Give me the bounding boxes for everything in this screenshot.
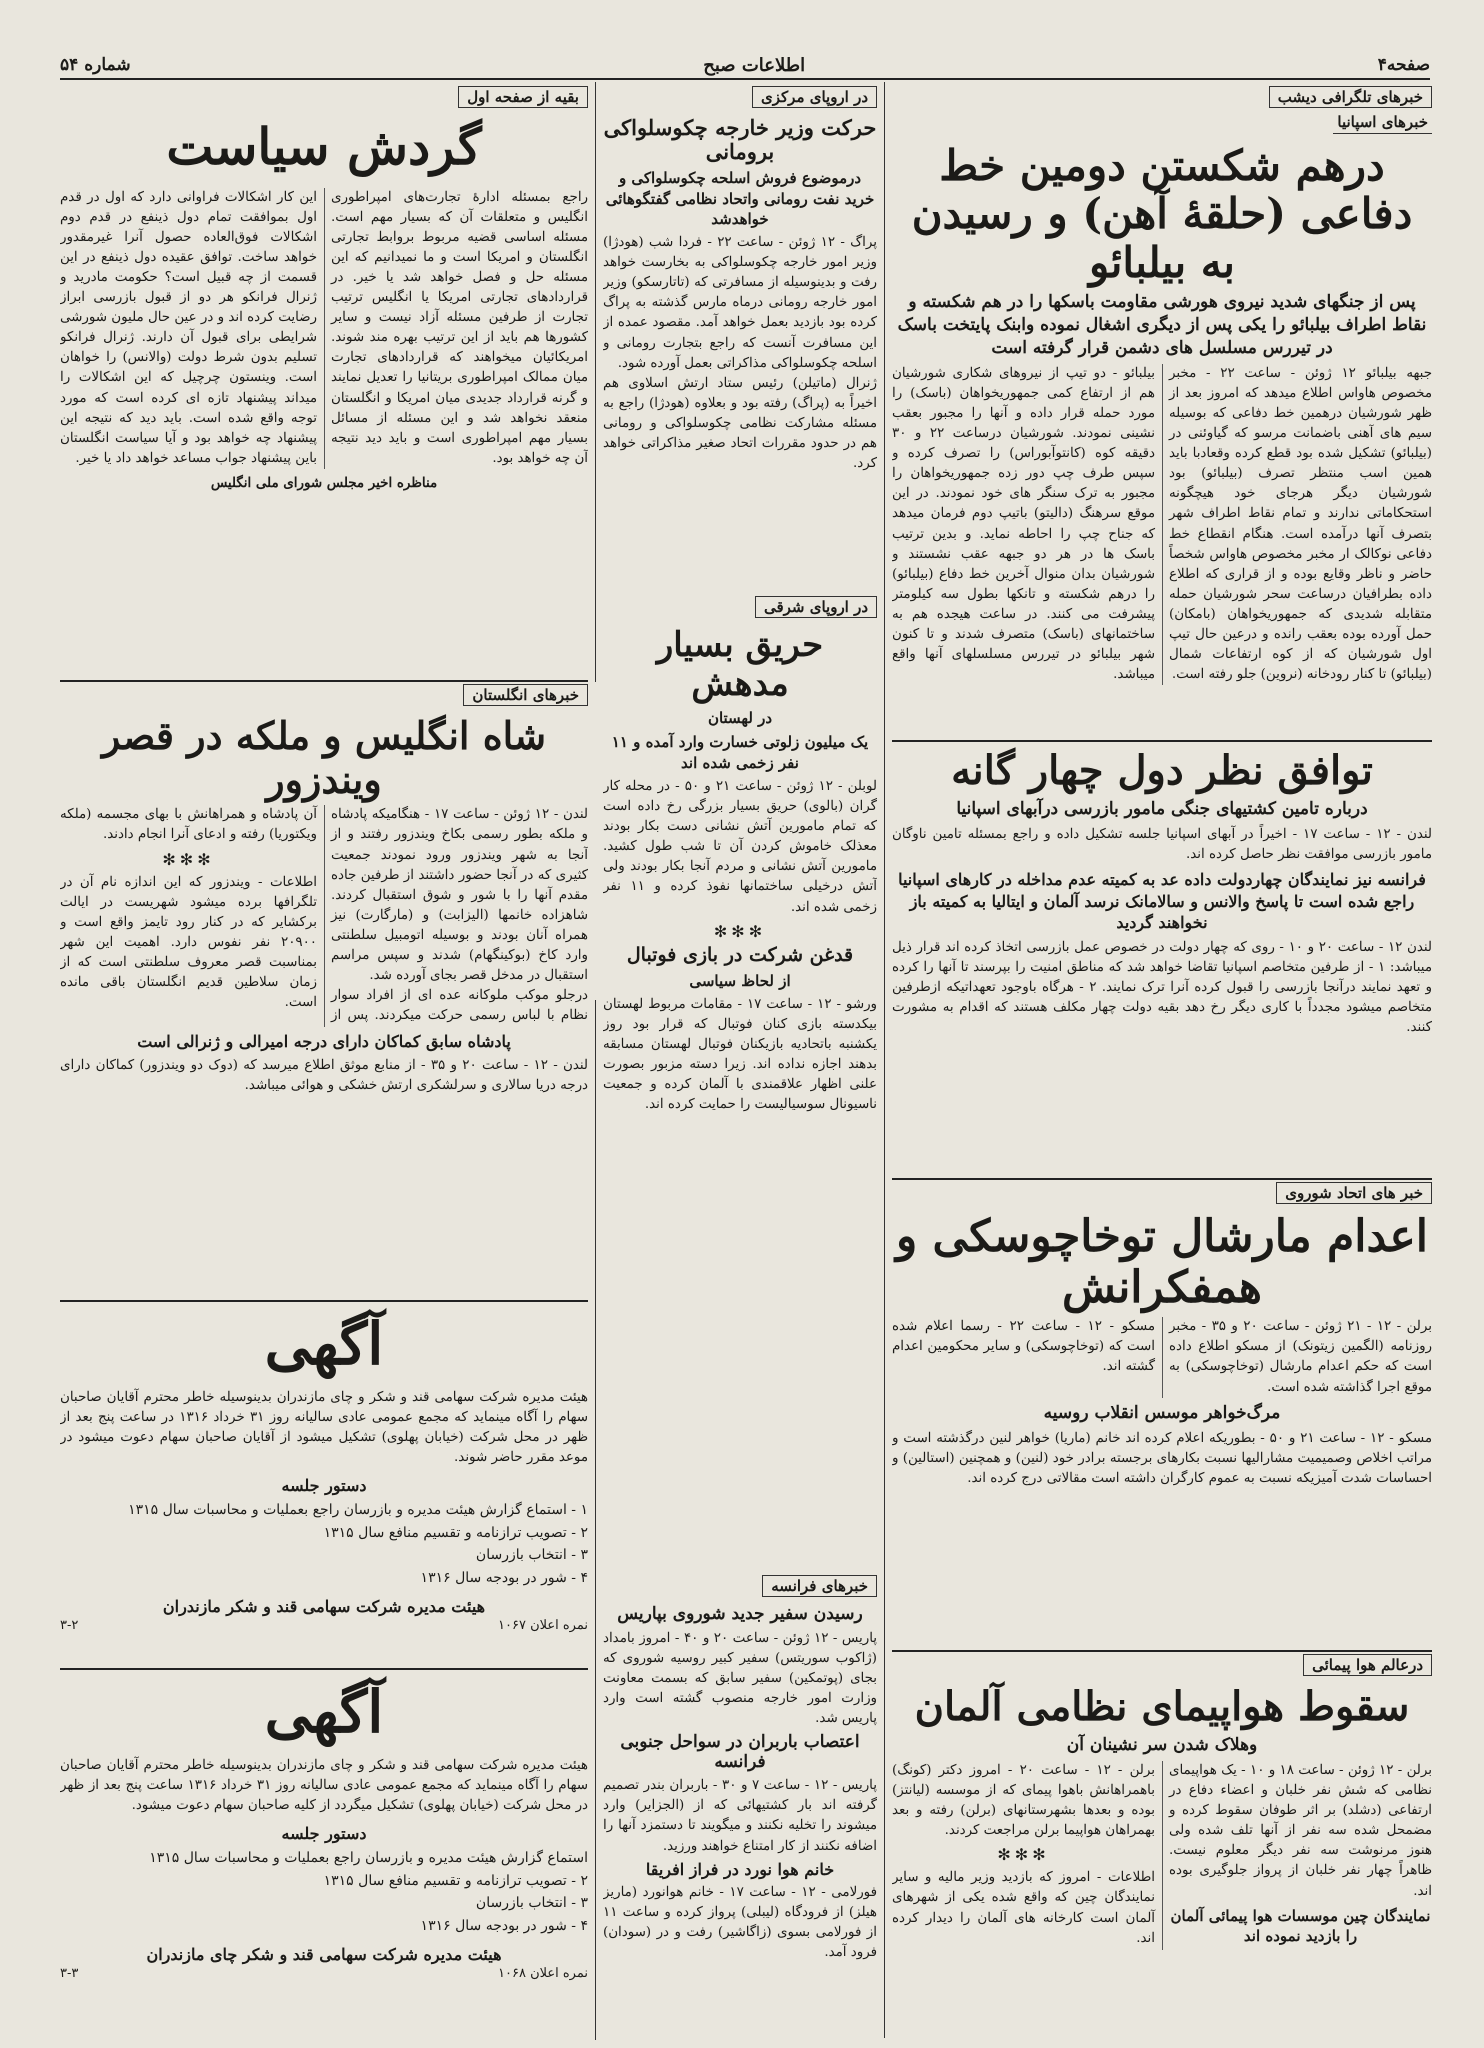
subhead: از لحاظ سیاسی (689, 971, 791, 990)
masthead (60, 52, 1430, 80)
headline: توافق نظر دول چهار گانه (951, 747, 1373, 794)
body-text: لوبلن - ۱۲ ژوئن - ساعت ۲۱ و ۵۰ - در محله کار گران (بالوی) حریق بسیار بزرگی رخ داده است که تمام مامورین آتش نشانی دست بکار بودند معذلک خاموش کردن آن تا شب طول کشید. مامورین آتش نشانی و مردم آنجا بکار بودند ولی آتش درخیلی ساختمانها نفوذ کرده و ۱۱ نفر زخمی شده اند. (603, 778, 877, 915)
section-label: خبر های اتحاد شوروی (1276, 1182, 1432, 1204)
subhead: فرانسه نیز نمایندگان چهاردولت داده عد به کمیته عدم مداخله در کارهای اسپانیا راجع شده است تا پاسخ والانس و سالامانک نرسد آلمان و ایتالیا به کمیته باز نخواهند گردید (898, 870, 1426, 933)
agenda-item: ۱ - استماع گزارش هیئت مدیره و بازرسان راجع بعملیات و محاسبات سال ۱۳۱۵ (128, 1502, 588, 1519)
section-label: خبرهای اسپانیا (1333, 113, 1432, 134)
body-text: ورشو - ۱۲ - ساعت ۱۷ - مقامات مربوط لهستان بیکدسته بازی کنان فوتبال که قرار بود روز یکشنبه باتحادیه بازیکنان فوتبال لهستان مسابقه بدهند اجازه نداده اند. زیرا دسته مزبور بصورت علنی اظهار علاقمندی با آلمان کرده و جمعیت ناسیونال سوسیالیست را حمایت کرده اند. (603, 996, 877, 1113)
body-text: لندن - ۱۲ - ساعت ۱۷ - اخیراً در آبهای اسپانیا جلسه تشکیل داده و راجع بمسئله تامین ناوگان مامور بازرسی موافقت نظر حاصل کرده اند. (892, 826, 1432, 863)
notice-repeat: ۳-۳ (60, 1965, 79, 1981)
section-kicker: در اروپای مرکزی (752, 86, 877, 108)
section-kicker: بقیه از صفحه اول (458, 86, 588, 108)
subhead: درموضوع فروش اسلحه چکوسلواکی و خرید نفت رومانی واتحاد نظامی گفتگوهائی خواهدشد (605, 169, 875, 228)
separator-stars: ✻✻✻ (162, 849, 215, 869)
windsor-article (60, 684, 588, 1296)
section-label: خبرهای انگلستان (463, 684, 588, 706)
agenda-list (60, 1847, 588, 1937)
siasat-article (60, 86, 588, 676)
ad-signature: هیئت مدیره شرکت سهامی قند و شکر چای مازندران (146, 1944, 502, 1964)
column-rule (595, 1000, 596, 2040)
headline: سقوط هواپیمای نظامی آلمان (914, 1683, 1410, 1730)
subhead: نمایندگان چین موسسات هوا پیمائی آلمان را بازدید نموده اند (1170, 1906, 1431, 1945)
body-text: لندن - ۱۲ - ساعت ۲۰ و ۳۵ - از منابع موثق اطلاع میرسد که (دوک دو ویندزور) کماکان دارای درجه دریا سالاری و سرلشکری ارتش خشکی و هوائی میباشد. (60, 1058, 588, 1094)
agenda-item: ۲ - تصویب ترازنامه و تقسیم منافع سال ۱۳۱۵ (323, 1872, 588, 1889)
subhead: پس از جنگهای شدید نیروی هورشی مقاومت باسکها را در هم شکسته و نقاط اطراف بیلبائو را یکی پس از دیگری اشغال نموده وابنک پایتخت باسک در تیررس مسلسل های دشمن قرار گرفته است (897, 291, 1427, 358)
tukhachevsky-article (892, 1182, 1432, 1652)
section-kicker: خبرهای تلگرافی دیشب (1269, 86, 1432, 108)
ad-title: آگهی (264, 1678, 384, 1746)
page-number: صفحه۴ (1377, 55, 1430, 75)
subhead: در لهستان (707, 709, 773, 728)
subhead: یک میلیون زلوتی خسارت وارد آمده و ۱۱ نفر زخمی شده اند (611, 733, 869, 772)
paper-name: اطلاعات صبح (703, 54, 806, 76)
advertisement-1 (60, 1304, 588, 1664)
body-text: پاریس - ۱۲ - ساعت ۷ و ۳۰ - باربران بندر تصمیم گرفته اند بار کشتیهائی که از (الجزایر) وارد میشوند را تخلیه نکنند و میگویند تا دستمزد آنها را اضافه نکنند از کار امتناع خواهند ورزید. (603, 1778, 877, 1854)
france-news (603, 1575, 877, 2035)
body-text: برلن - ۱۲ - ۲۱ ژوئن - ساعت ۲۰ و ۳۵ - مخبر روزنامه (الگمین زیتونک) از مسکو اطلاع داده است که حکم اعدام مارشال (توخاچوسکی) به موقع اجرا گذاشته شده است. (1169, 1319, 1432, 1395)
headline: اعدام مارشال توخاچوسکی و همفکرانش (895, 1211, 1429, 1313)
body-text: فورلامی - ۱۲ - ساعت ۱۷ - خانم هوانورد (ماریز هیلز) از فرودگاه (لیبلی) پرواز کرده و ساعت ۱۱ از فورلامی بسوی (زاگاشیر) رفت و در (سودان) فرود آمد. (603, 1885, 877, 1961)
agenda-title: دستور جلسه (281, 1824, 367, 1844)
body-text: پراگ - ۱۲ ژوئن - ساعت ۲۲ - فردا شب (هودژا) وزیر امور خارجه چکوسلواکی به بخارست خواهد رفت و بدینوسیله از مسافرتی که (تاتارسکو) وزیر امور خارجه رومانی درماه مارس گذشته به پراگ کرده بود بازدید بعمل خواهد آمد. مقصود عمده از این مسافرت آنست که راجع بتجارت رومانی و اسلحه چکوسلواکی مذاکراتی بعمل آورده شود. (603, 235, 877, 371)
body-text: لندن ۱۲ - ساعت ۲۰ و ۱۰ - روی که چهار دولت در خصوص عمل بازرسی اتخاذ کرده اند قرار ذیل میباشد: ۱ - از طرفین متخاصم اسپانیا تقاضا خواهد شد که مناطق امنیت را بپرسند تا آنها را کرده و تعهد نمایند درآنجا بازرسی را قبول کرده آنرا ترک نمایند. ۲ - هرگاه باوجود تعهداتیکه ازطرفین متخاصم میشود مجدداً با کاری دیگر رخ دهد بقیه دولت چهار مکلف هستند که اقدام به مشورت کنند. (892, 939, 1432, 1036)
notice-repeat: ۳-۲ (60, 1618, 79, 1633)
headline: گردش سیاست (166, 117, 482, 176)
central-europe-article (603, 86, 877, 616)
headline: قدغن شرکت در بازی فوتبال (626, 943, 854, 966)
separator-stars: ✻✻✻ (713, 921, 767, 941)
agenda-item: ۳ - انتخاب بازرسان (475, 1895, 588, 1912)
body-text: جبهه بیلبائو ۱۲ ژوئن - ساعت ۲۲ - مخبر مخصوص هاواس اطلاع میدهد که امروز بعد از ظهر شورشیان درهمین خط دفاعی که بوسیله سیم های آهنی باضمانت مرسو که گیاوئنی در (بیلبائو) تشکیل شده بود قطع کرده وقعادبا باید همین اسب منتظر تصرف (بیلبائو) بود شورشیان دیگر هرجای خود هیچگونه استحکاماتی ندارند و تمام نقاط اطراف شهر بتصرف آنها درآمده است. هنگام انقطاع خط دفاعی نوکالک ار مخبر مخصوص هاواس شخصاً حاضر و ناظر وقایع بوده و از قراری که اطلاع داده بطرافیان درساعت سحر شورشیان حمله متقابله شدیدی که جمهوریخواهان (بامکان) حمل آورده بوده بعقب رانده و درعین حال تیپ اول شورشیان که از کوه ارتفاعات شمال (بیلبائو) تا کنار رودخانه (نروین) جلو رفته است. (1169, 365, 1432, 683)
headline: حرکت وزیر خارجه چکوسلواکی برومانی (603, 115, 877, 165)
agenda-list (60, 1499, 588, 1589)
column-rule (884, 82, 885, 2038)
body-text: بیلبائو - دو تیپ از نیروهای شکاری شورشیان هم از ارتفاع کمی جمهوریخواهان (باسک) را مورد حمله قرار داده و آنها را مجبور بعقب نشینی نمودند. شورشیان درساعت ۲۲ و ۳۰ دقیقه کوه (کانتوآبوراس) را تصرف کرده و سپس طرف چپ دور زده جمهوریخواهان را مجبور به ترک سنگر های خود نمودند. در این موقع سرهنگ (دالیتو) باتیپ دوم فرمان میدهد که جناح چپ را احاطه نماید. و بدین ترتیب باسک ها در هر دو جبهه عقب نشستند و شورشیان بدان منوال آخرین خط دفاع (بیلبائو) را درهم شکسته و تانکها بطول سه کیلومتر پیشرفت می کنند. در ساعت هیجده هم به ساختمانهای (باسک) متصرف شدند و تا کنون شهر بیلبائو در تیررس مسلسلهای آنها واقع میباشد. (892, 365, 1156, 683)
body-text: این کار اشکالات فراوانی دارد که اول در قدم اول بموافقت تمام دول ذینفع در قدم دوم اشکالات فوق‌العاده حصول آنرا غیرمقدور خواهد ساخت. توافق عقیده دول ذینفع در این قسمت از چه قبیل است؟ حکومت مادرید و ژنرال فرانکو هر دو از قبول بازرسی ابراز رضایت کرده اند و در عین حال ملیون شورشی شرایطی برای قبول آن دارند. ژنرال فرانکو تسلیم بدون شرط دولت (والانس) را خواهان است. وینستون چرچیل که این اشکالات را میداند پیشنهاد تازه ای کرده است که مورد توجه واقع شده است. باید دید که نتیجه این پیشنهاد چه خواهد بود و آیا سیاست انگلستان باین پیشنهاد جواب مساعد خواهد داد یا خیر. (60, 189, 317, 466)
column-rule (595, 82, 596, 682)
source-line: مناظره اخیر مجلس شورای ملی انگلیس (210, 475, 438, 492)
ad-signature: هیئت مدیره شرکت سهامی قند و شکر مازندران (162, 1597, 486, 1616)
agenda-item: استماع گزارش هیئت مدیره و بازرسان راجع بعملیات و محاسبات سال ۱۳۱۵ (149, 1850, 588, 1867)
ad-body: هیئت مدیره شرکت سهامی قند و شکر و چای مازندران بدینوسیله خاطر محترم آقایان صاحبان سهام را آگاه مینماید که مجمع عمومی عادی سالیانه روز ۳۱ خرداد ۱۳۱۶ در ساعت پنج بعد از ظهر در محل شرکت (خیابان پهلوی) تشکیل میشود از آقایان صاحبان سهام دعوت میشود در موعد مقرر حاضر شوند. (60, 1390, 588, 1466)
headline: اعتصاب باربران در سواحل جنوبی فرانسه (620, 1732, 860, 1772)
subhead: درباره تامین کشتیهای جنگی مامور بازرسی درآبهای اسپانیا (956, 799, 1368, 819)
agenda-item: ۳ - انتخاب بازرسان (475, 1547, 588, 1564)
subhead: پادشاه سابق کماکان دارای درجه امیرالی و ژنرالی است (137, 1031, 511, 1051)
section-label: درعالم هوا پیمائی (1303, 1654, 1432, 1676)
body-text: لندن - ۱۲ ژوئن - ساعت ۱۷ - هنگامیکه پادشاه و ملکه بطور رسمی بکاخ ویندزور رفتند و از آنجا به شهر ویندزور ورود نمودند جمعیت کثیری که در آنجا حضور داشتند از طرفین جاده مقدم آنها را با شور و شوق استقبال کردند. شاهزاده خانمها (الیزابت) و (مارگارت) نیز همراه آنان بودند و بوسیله اتومبیل سلطنتی وارد کاخ (بوکینگهام) شدند و سپس مراسم استقبال در مدخل قصر بجای آورده شد. (331, 807, 588, 984)
advertisement-2 (60, 1672, 588, 2034)
body-text: مسکو - ۱۲ - ساعت ۲۲ - رسما اعلام شده است که (توخاچوسکی) و سایر محکومین اعدام گشته اند. (892, 1319, 1156, 1375)
body-text: برلن - ۱۲ ژوئن - ساعت ۱۸ و ۱۰ - یک هواپیمای نظامی که شش نفر خلبان و اعضاء دفاع در ارتفاعی (دشلد) بر اثر طوفان سقوط کرده و مضمحل شده سه نفر از آنها تلف شده ولی هنوز مرنوشت سه نفر دیگر معلوم نیست. ظاهراً چهار نفر خلبان از پرواز جلوگیری بوده اند. (1169, 1762, 1432, 1899)
section-kicker: در اروپای شرقی (755, 596, 877, 618)
body-text: درجلو موکب ملوکانه عده ای از افراد سوار نظام با لباس رسمی حرکت میکردند. پس از آن پادشاه و همراهانش با بهای مجسمه (ملکه ویکتوریا) رفته و ادعای آنرا انجام دادند. (60, 807, 588, 1024)
notice-number: نمره اعلان ۱۰۶۷ (498, 1618, 588, 1633)
headline: خانم هوا نورد در فراز افریقا (645, 1859, 835, 1879)
body-text: اطلاعات - امروز که بازدید وزیر مالیه و سایر نمایندگان چین که واقع شده یکی از شهرهای آلمان است کارخانه های آلمان را دیدار کرده اند. (892, 1870, 1155, 1946)
agenda-item: ۲ - تصویب ترازنامه و تقسیم منافع سال ۱۳۱۵ (323, 1524, 588, 1541)
ad-title: آگهی (264, 1310, 384, 1378)
subhead: وهلاک شدن سر نشینان آن (1066, 1735, 1258, 1755)
agenda-item: ۴ - شور در بودجه سال ۱۳۱۶ (420, 1569, 588, 1586)
headline: شاه انگلیس و ملکه در قصر ویندزور (101, 713, 547, 802)
body-text: راجع بمسئله ادارهٔ تجارت‌های امپراطوری انگلیس و متعلقات آن که بسیار مهم است. مسئله اساسی قضیه مربوط بروابط تجارتی انگلستان و امریکا است و ما نمیدانیم که این مسئله حل و فصل خواهد شد یا خیر. در قراردادهای تجارتی امریکا یا انگلیس ترتیب تجارت از طرفین مسئله آزاد نیست و سایر کشورها هم باید از این ترتیب بهره مند شوند. امریکائیان میخواهند که قراردادهای تجارت میان ممالک امپراطوری بریتانیا را تعدیل نمایند و گرنه قرارداد جدیدی میان امریکا و انگلستان منعقد نخواهد شد و این مسئله از مسائل بسیار مهم امپراطوری است و باید دید نتیجه آن چه خواهد بود. (331, 189, 588, 466)
spain-article (892, 86, 1432, 836)
poland-fire-article (603, 596, 877, 1156)
issue-number: شماره ۵۴ (60, 55, 131, 75)
body-text: اطلاعات - ویندزور که این اندازه نام آن در تلگرافها برده میشود شهریست در ایالت برکشایر که در کنار رود تایمز واقع است و ۲۰۹۰۰ نفر نفوس دارد. اهمیت این شهر بمناسبت قصر معروف سلطنتی است که از زمان سلاطین قدیم انگلستان باقی مانده است. (60, 874, 317, 1011)
separator-stars: ✻✻✻ (997, 1845, 1050, 1865)
body-text: برلن - ۱۲ - ساعت ۲۰ - امروز دکتر (کونگ) باهمراهانش باهوا پیمای که از موسسه (لیانتز) بوده و بعدها بشهرستانهای (برلن) رفته و بعد بهمراهان هواپیما برلن مراجعت کردند. (892, 1762, 1155, 1839)
headline: رسیدن سفیر جدید شوروی بپاریس (617, 1604, 863, 1624)
body-text: ژنرال (ماتیلن) رئیس ستاد ارتش اسلاوی هم اخیراً به (پراگ) رفته بود و بعلاوه (هودژا) راجع به مسئله مشارکت نظامی چکوسلواکی و رومانی هم در حدود مقررات اتحاد صغیر مذاکراتی خواهد کرد. (603, 375, 877, 472)
headline: درهم شکستن دومین خط دفاعی (حلقهٔ آهن) و رسیدن به بیلبائو (911, 141, 1413, 287)
agenda-title: دستور جلسه (281, 1476, 367, 1496)
subhead: مرگ‌خواهر موسس انقلاب روسیه (1043, 1402, 1281, 1423)
notice-number: نمره اعلان ۱۰۶۸ (498, 1965, 588, 1981)
body-text: مسکو - ۱۲ - ساعت ۲۱ و ۵۰ - بطوریکه اعلام کرده اند خانم (ماریا) خواهر لنین درگذشته است و مراتب اخلاص وصمیمیت مشارالیها نسبت بکارهای برجسته برادر خود (لنین) و همچنین (استالین) و احساسات شدت آمیزیکه نسبت به عموم کارگران داشته است مقالاتی درج کرده اند. (892, 1430, 1432, 1486)
four-powers-article (892, 744, 1432, 1174)
ad-body: هیئت مدیره شرکت سهامی قند و شکر و چای مازندران بدینوسیله خاطر محترم آقایان صاحبان سهام را آگاه مینماید که مجمع عمومی عادی سالیانه روز ۳۱ خرداد ۱۳۱۶ ساعت پنج بعد از ظهر در محل شرکت (خیابان پهلوی) تشکیل میگردد از کلیه صاحبان سهام دعوت میشود. (60, 1758, 588, 1814)
section-label: خبرهای فرانسه (762, 1575, 877, 1597)
body-text: پاریس - ۱۲ ژوئن - ساعت ۲۰ و ۴۰ - امروز بامداد (ژاکوب سوریتس) سفیر کبیر روسیه شوروی که بجای (پوتمکین) سفیر سابق که بسمت معاونت وزارت امور خارجه منصوب گشته است وارد پاریس شد. (603, 1630, 877, 1726)
agenda-item: ۴ - شور در بودجه سال ۱۳۱۶ (420, 1917, 588, 1934)
headline: حریق بسیار مدهش (656, 625, 824, 705)
german-plane-article (892, 1654, 1432, 2034)
